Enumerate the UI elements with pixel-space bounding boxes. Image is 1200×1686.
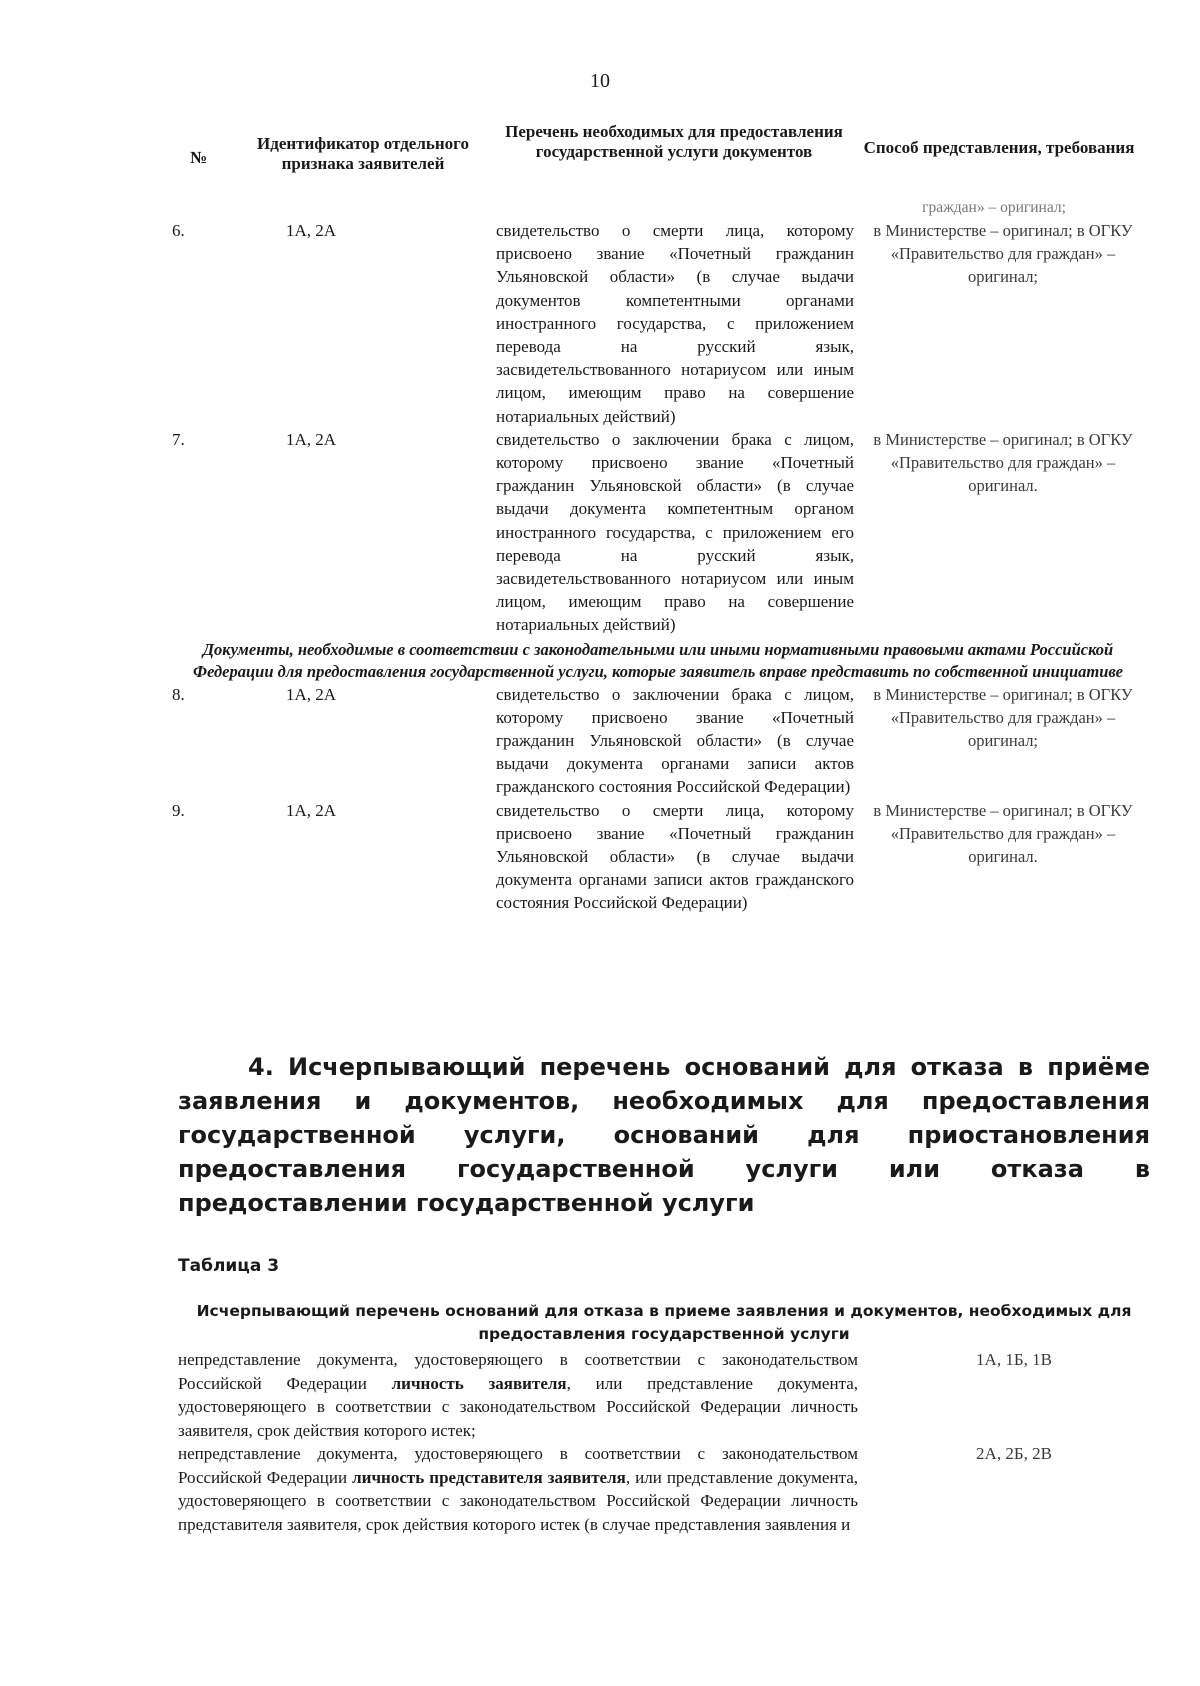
refusal-table	[178, 1348, 1150, 1536]
reason-emphasis: личность заявителя	[391, 1373, 567, 1393]
table-header	[172, 122, 1144, 196]
refusal-reason	[178, 1348, 858, 1442]
row-method: в Министерстве – оригинал; в ОГКУ «Правительство для граждан» – оригинал.	[873, 800, 1133, 867]
row-number: 8.	[172, 684, 185, 704]
row-method: в Министерстве – оригинал; в ОГКУ «Правительство для граждан» – оригинал.	[873, 429, 1133, 496]
section-heading: 4. Исчерпывающий перечень оснований для отказа в приёме заявления и документов, необходимых для предоставления государственной услуги, оснований для приостановления предоставления государственной услуги или отказа в предоставлении государственной услуги	[178, 1053, 1150, 1217]
reason-emphasis: личность представителя заявителя	[352, 1467, 626, 1487]
row-method: в Министерстве – оригинал; в ОГКУ «Правительство для граждан» – оригинал;	[873, 221, 1133, 287]
table-row	[172, 799, 1144, 915]
reason-text: непредставление документа, удостоверяющего в соответствии с законодательством Российской Федерации	[178, 1350, 858, 1393]
table-row	[178, 1348, 1150, 1442]
header-num: №	[190, 148, 208, 167]
row-number: 9.	[172, 800, 185, 820]
table-row	[172, 428, 1144, 637]
row-document: свидетельство о смерти лица, которому присвоено звание «Почетный гражданин Ульяновской области» (в случае выдачи документа органами записи актов гражданского состояния Российской Федерации)	[496, 800, 854, 913]
reason-text: , или представление документа, удостоверяющего в соответствии с законодательством Российской Федерации личность заявителя, срок действия которого истек;	[178, 1373, 858, 1440]
table-row	[172, 219, 1144, 428]
table-label: Таблица 3	[178, 1256, 280, 1276]
row-identifier: 1А, 2А	[285, 429, 337, 449]
refusal-reason	[178, 1442, 858, 1536]
section-caption: Документы, необходимые в соответствии с законодательными или иными нормативными правовыми актами Российской Федерации для предоставления государственной услуги, которые заявитель вправе представить по собственной инициативе	[193, 639, 1123, 681]
page-number: 10	[590, 70, 610, 92]
documents-table	[172, 122, 1144, 915]
row-identifier: 1А, 2А	[285, 800, 337, 820]
row-document: свидетельство о заключении брака с лицом, которому присвоено звание «Почетный гражданин Ульяновской области» (в случае выдачи документа органами записи актов гражданского состояния Российской Федерации)	[496, 684, 854, 797]
row-document: свидетельство о заключении брака с лицом, которому присвоено звание «Почетный гражданин Ульяновской области» (в случае выдачи документа компетентным органом иностранного государства, с приложением его перевода на русский язык, засвидетельствованного нотариусом или иным лицом, имеющим право на совершение нотариальных действий)	[496, 429, 854, 635]
header-method: Способ представления, требования	[863, 138, 1135, 157]
row-identifier: 1А, 2А	[285, 684, 337, 704]
applicant-codes: 2А, 2Б, 2В	[976, 1444, 1052, 1463]
row-number: 6.	[172, 221, 185, 240]
row-method: в Министерстве – оригинал; в ОГКУ «Правительство для граждан» – оригинал;	[873, 684, 1133, 751]
continuation-text: граждан» – оригинал;	[922, 199, 1066, 216]
applicant-codes: 1А, 1Б, 1В	[976, 1350, 1052, 1369]
reason-text: , или представление документа, удостоверяющего в соответствии с законодательством Российской Федерации личность представителя заявителя, срок действия которого истек (в случае представления заявления и	[178, 1467, 858, 1534]
table-row	[172, 683, 1144, 799]
header-documents: Перечень необходимых для предоставления государственной услуги документов	[505, 122, 843, 161]
row-document: свидетельство о смерти лица, которому присвоено звание «Почетный гражданин Ульяновской области» (в случае выдачи документов компетентными органами иностранного государства, с приложением перевода на русский язык, засвидетельствованного нотариусом или иным лицом, имеющим право на совершение нотариальных действий)	[496, 221, 854, 426]
reason-text: непредставление документа, удостоверяющего в соответствии с законодательством Российской Федерации	[178, 1444, 858, 1487]
table3-caption: Исчерпывающий перечень оснований для отказа в приеме заявления и документов, необходимых для предоставления государственной услуги	[196, 1302, 1132, 1343]
row-identifier: 1А, 2А	[285, 221, 337, 240]
row-number: 7.	[172, 429, 185, 449]
header-identifier: Идентификатор отдельного признака заявителей	[257, 134, 469, 173]
table-row	[178, 1442, 1150, 1536]
